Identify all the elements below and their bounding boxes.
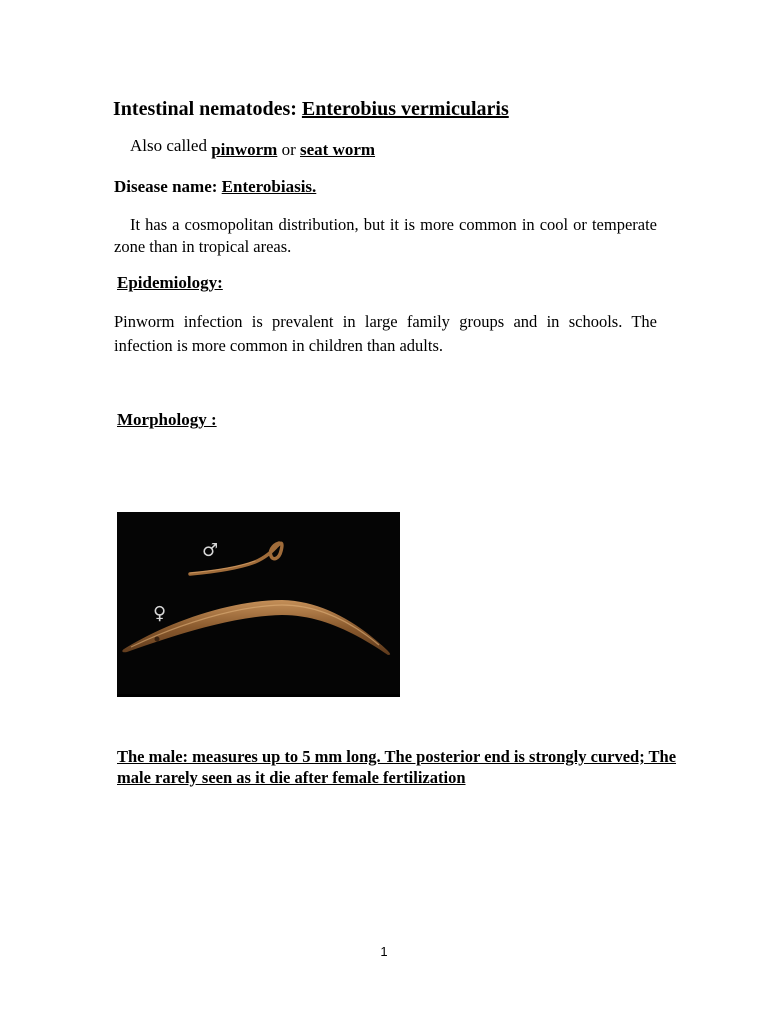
male-symbol-icon: ♂ (202, 540, 219, 561)
also-called-line (114, 136, 376, 159)
also-called-name-2: seat worm (300, 140, 376, 159)
also-called-names (211, 140, 375, 159)
title-species: Enterobius vermicularis (301, 98, 509, 120)
distribution-paragraph (114, 214, 657, 258)
morphology-heading: Morphology : (117, 410, 217, 429)
page-number: 1 (380, 944, 388, 959)
female-symbol-icon: ♀ (153, 603, 167, 624)
pinworm-photo (117, 512, 400, 697)
epidemiology-heading: Epidemiology: (117, 273, 223, 292)
also-called-connector: or (277, 140, 300, 159)
distribution-text: It has a cosmopolitan distribution, but it is more common in cool or temperate zone than in tropical areas. (114, 215, 657, 256)
disease-value: Enterobiasis. (221, 177, 317, 196)
page-title (113, 98, 509, 121)
photo-underline (117, 696, 400, 697)
also-called-name-1: pinworm (211, 140, 278, 159)
male-description: The male: measures up to 5 mm long. The posterior end is strongly curved; The male rarely seen as it die after female fertilization (117, 747, 677, 787)
disease-name-line (114, 177, 316, 197)
epidemiology-paragraph: Pinworm infection is prevalent in large family groups and in schools. The infection is more common in children than adults. (114, 312, 657, 355)
pinworm-illustration (117, 512, 400, 694)
also-called-text: Also called (130, 136, 212, 155)
title-prefix: Intestinal nematodes: (113, 98, 302, 120)
disease-label: Disease name: (114, 177, 222, 196)
